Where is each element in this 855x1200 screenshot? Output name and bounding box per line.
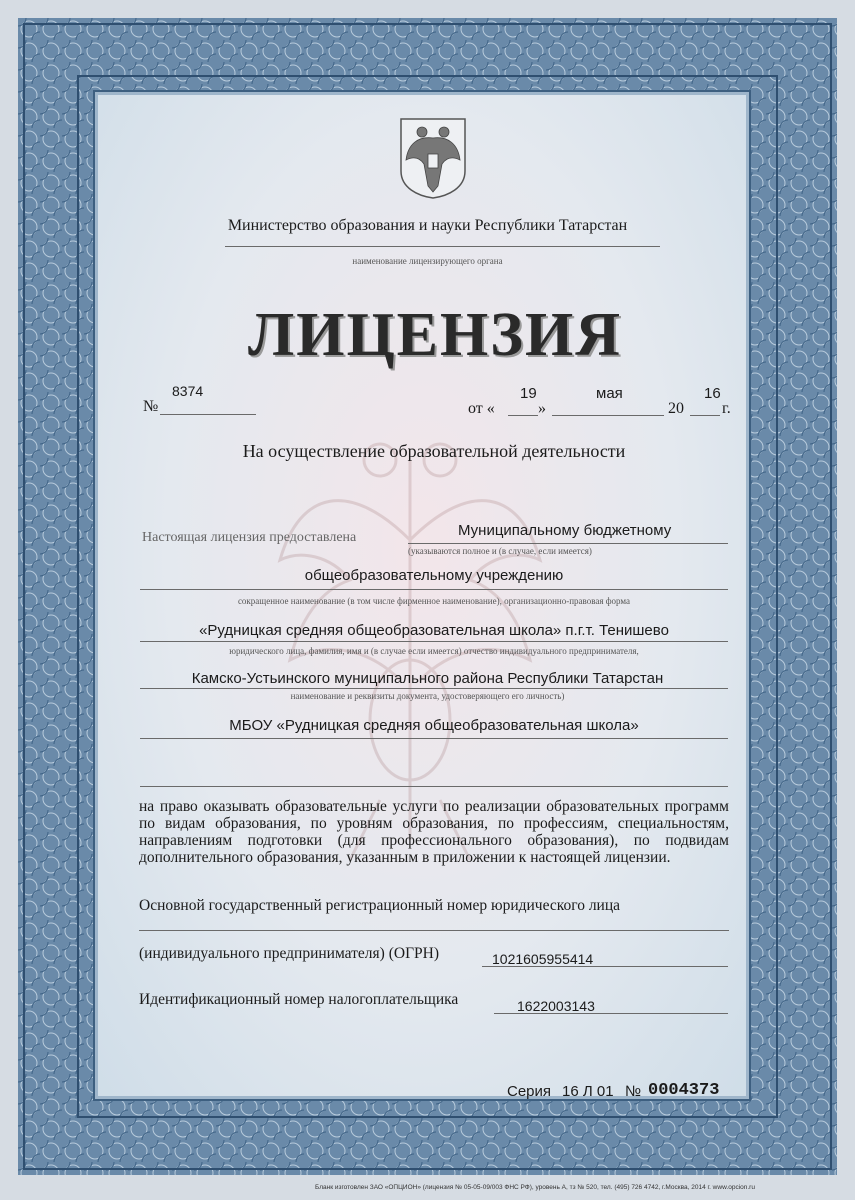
inn-underline xyxy=(494,1013,728,1014)
inn-value: 1622003143 xyxy=(517,998,595,1014)
org-line-4-underline xyxy=(140,688,728,689)
org-line-3: «Рудницкая средняя общеобразовательная школа» п.г.т. Тенишево xyxy=(199,622,669,639)
ogrn-label-2: (индивидуального предпринимателя) (ОГРН) xyxy=(139,945,440,962)
license-number: 8374 xyxy=(172,383,204,399)
caption-2: сокращенное наименование (в том числе фирменное наименование), организационно-правовая форма xyxy=(237,596,631,606)
ogrn-spacer-underline xyxy=(139,930,729,931)
ministry-name: Министерство образования и науки Республики Татарстан xyxy=(227,217,628,234)
org-line-5-underline xyxy=(140,738,728,739)
rights-paragraph: на право оказывать образовательные услуги по реализации образовательных программ по видам образования, по уровням образования, по профессиям, специальностям, направлениям подготовки (для профессионального образования), по подвидам дополнительного образования, указанным в приложении к настоящей лицензии. xyxy=(139,798,729,866)
org-line-2-underline xyxy=(140,589,728,590)
series-number: 0004373 xyxy=(648,1081,720,1100)
caption-1: (указываются полное и (в случае, если имеется) xyxy=(408,546,592,556)
inn-label: Идентификационный номер налогоплательщика xyxy=(139,991,459,1008)
org-line-3-underline xyxy=(140,641,728,642)
ministry-underline xyxy=(225,246,660,247)
number-underline xyxy=(160,414,256,415)
ogrn-value: 1021605955414 xyxy=(492,951,594,967)
ogrn-label-1: Основной государственный регистрационный номер юридического лица xyxy=(139,897,621,914)
date-prefix: от « xyxy=(468,400,495,417)
org-line-1: Муниципальному бюджетному xyxy=(458,522,672,539)
year-underline xyxy=(690,415,720,416)
caption-4: наименование и реквизиты документа, удостоверяющего его личность) xyxy=(290,691,565,701)
granted-label: Настоящая лицензия предоставлена xyxy=(142,530,357,545)
year-suffix: г. xyxy=(722,400,731,417)
printer-footer: Бланк изготовлен ЗАО «ОПЦИОН» (лицензия № 05-05-09/003 ФНС РФ), уровень А, тз № 520, тел. (495) 726 4742, г.Москва, 2014 г. www.opcion.ru xyxy=(315,1184,755,1191)
coat-of-arms-icon xyxy=(398,116,468,200)
org-line-4: Камско-Устьинского муниципального района Республики Татарстан xyxy=(191,670,664,687)
ogrn-underline xyxy=(482,966,728,967)
series-number-label: № xyxy=(625,1083,642,1100)
number-label: № xyxy=(143,398,159,415)
series-label: Серия xyxy=(507,1083,552,1100)
ministry-caption: наименование лицензирующего органа xyxy=(352,256,503,266)
license-purpose: На осуществление образовательной деятельности xyxy=(242,441,626,461)
caption-3: юридического лица, фамилия, имя и (в случае если имеется) отчество индивидуального предпринимателя, xyxy=(229,646,639,656)
date-month: мая xyxy=(596,385,623,402)
blank-underline xyxy=(140,786,728,787)
date-year: 16 xyxy=(704,385,721,402)
year-prefix: 20 xyxy=(668,400,684,417)
month-underline xyxy=(552,415,664,416)
org-line-1-underline xyxy=(408,543,728,544)
org-line-2: общеобразовательному учреждению xyxy=(304,567,564,584)
day-underline xyxy=(508,415,538,416)
document-title: ЛИЦЕНЗИЯ xyxy=(248,301,622,369)
date-quote-close: » xyxy=(538,400,546,417)
date-day: 19 xyxy=(520,385,537,402)
series-value: 16 Л 01 xyxy=(562,1083,614,1100)
org-line-5: МБОУ «Рудницкая средняя общеобразовательная школа» xyxy=(229,717,639,734)
